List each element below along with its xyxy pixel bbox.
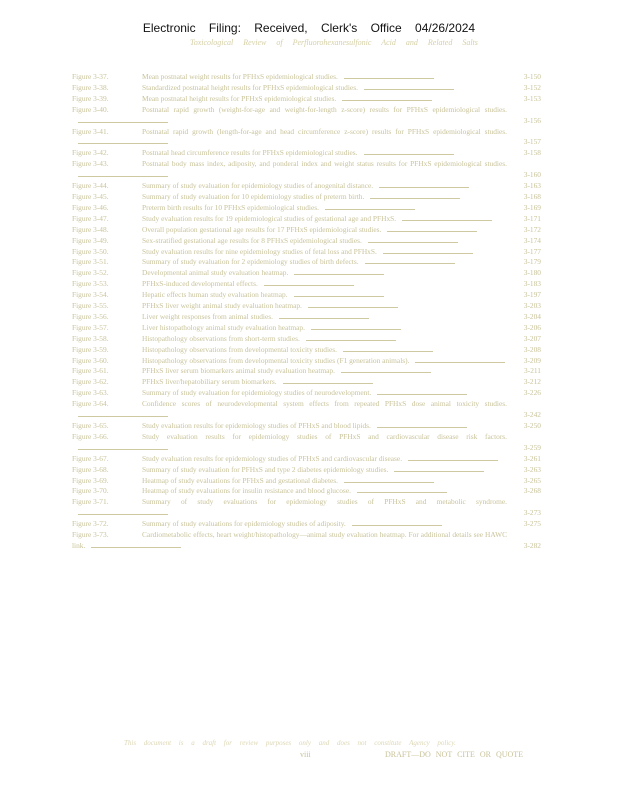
toc-entry[interactable]	[72, 301, 541, 312]
figure-title: Summary of study evaluations for epidemiology studies of adiposity.	[142, 519, 346, 529]
figure-number: Figure 3-69.	[72, 475, 109, 485]
dot-leader	[78, 170, 168, 177]
figure-number: Figure 3-48.	[72, 224, 109, 234]
figure-number: Figure 3-57.	[72, 322, 109, 332]
toc-entry[interactable]	[72, 203, 541, 214]
page-ref: 3-208	[523, 344, 541, 354]
figure-number: Figure 3-71.	[72, 497, 109, 507]
figure-title: Summary of study evaluation for epidemiology studies of neurodevelopment.	[142, 388, 372, 398]
toc-entry[interactable]	[72, 105, 541, 127]
filing-stamp: Electronic Filing: Received, Clerk's Office 04/26/2024	[142, 21, 476, 35]
dot-leader	[283, 377, 373, 384]
dot-leader	[364, 83, 454, 90]
figure-title: Postnatal rapid growth (weight-for-age and weight-for-length z-score) results for PFHxS epidemiological studies.	[142, 104, 507, 114]
figure-title: Cardiometabolic effects, heart weight/histopathology—animal study evaluation heatmap. For additional details see HAWC link.	[72, 530, 507, 550]
figure-number: Figure 3-46.	[72, 202, 109, 212]
figure-number: Figure 3-37.	[72, 72, 109, 81]
toc-entry[interactable]	[72, 72, 541, 83]
toc-entry[interactable]	[72, 181, 541, 192]
page-ref: 3-259	[523, 442, 541, 452]
figure-number: Figure 3-41.	[72, 126, 109, 136]
figure-number: Figure 3-60.	[72, 355, 109, 365]
dot-leader	[78, 443, 168, 450]
page-ref: 3-183	[523, 279, 541, 289]
toc-entry[interactable]	[72, 257, 541, 268]
dot-leader	[387, 225, 477, 232]
figure-number: Figure 3-66.	[72, 431, 109, 441]
figure-number: Figure 3-70.	[72, 486, 109, 496]
figure-title: Developmental animal study evaluation heatmap.	[142, 268, 289, 278]
figure-title: Liver histopathology animal study evaluation heatmap.	[142, 322, 305, 332]
page-ref: 3-171	[523, 213, 541, 223]
figure-number: Figure 3-61.	[72, 366, 109, 376]
figure-number: Figure 3-73.	[72, 530, 109, 540]
dot-leader	[415, 356, 505, 363]
toc-entry[interactable]	[72, 334, 541, 345]
figure-number: Figure 3-38.	[72, 82, 109, 92]
figure-title: Study evaluation results for epidemiology studies of PFHxS and cardiovascular disease risk factors.	[142, 431, 507, 441]
dot-leader	[408, 454, 498, 461]
toc-entry[interactable]	[72, 148, 541, 159]
toc-entry[interactable]	[72, 290, 541, 301]
toc-entry[interactable]	[72, 476, 541, 487]
toc-entry[interactable]	[72, 323, 541, 334]
dot-leader	[365, 257, 455, 264]
dot-leader	[78, 116, 168, 123]
toc-entry[interactable]	[72, 345, 541, 356]
figure-title: Overall population gestational age results for 17 PFHxS epidemiological studies.	[142, 224, 382, 234]
figure-title: Study evaluation results for nine epidemiology studies of fetal loss and PFHxS.	[142, 246, 377, 256]
page-ref: 3-179	[523, 257, 541, 267]
toc-entry[interactable]	[72, 279, 541, 290]
page-ref: 3-207	[523, 333, 541, 343]
page-ref: 3-168	[523, 191, 541, 201]
figure-title: Mean postnatal weight results for PFHxS epidemiological studies.	[142, 72, 338, 81]
toc-entry[interactable]	[72, 519, 541, 530]
page-ref: 3-157	[523, 137, 541, 147]
toc-entry[interactable]	[72, 465, 541, 476]
draft-notice: DRAFT—DO NOT CITE OR QUOTE	[385, 750, 524, 759]
page-ref: 3-204	[523, 311, 541, 321]
figure-title: Histopathology observations from short-term studies.	[142, 333, 300, 343]
figure-number: Figure 3-67.	[72, 453, 109, 463]
toc-entry[interactable]	[72, 225, 541, 236]
figure-number: Figure 3-58.	[72, 333, 109, 343]
dot-leader	[377, 421, 467, 428]
toc-entry[interactable]	[72, 421, 541, 432]
figure-number: Figure 3-52.	[72, 268, 109, 278]
figure-number: Figure 3-56.	[72, 311, 109, 321]
dot-leader	[343, 345, 433, 352]
toc-entry[interactable]	[72, 83, 541, 94]
page-ref: 3-177	[523, 246, 541, 256]
figure-number: Figure 3-64.	[72, 399, 109, 409]
page-ref: 3-250	[523, 421, 541, 430]
toc-entry[interactable]	[72, 236, 541, 247]
dot-leader	[78, 137, 168, 144]
figure-title: Confidence scores of neurodevelopmental system effects from repeated PFHxS dose animal toxicity studies.	[142, 399, 507, 409]
toc-entry[interactable]	[72, 214, 541, 225]
dot-leader	[364, 148, 454, 155]
toc-entry[interactable]	[72, 399, 541, 421]
toc-entry[interactable]	[72, 497, 541, 519]
figure-number: Figure 3-49.	[72, 235, 109, 245]
figure-title: Summary of study evaluation for 2 epidemiology studies of birth defects.	[142, 257, 359, 267]
page-ref: 3-206	[523, 322, 541, 332]
dot-leader	[91, 541, 181, 548]
figure-number: Figure 3-53.	[72, 279, 109, 289]
figure-title: Postnatal body mass index, adiposity, and ponderal index and weight status results for PFHxS epidemiological studies.	[142, 159, 507, 169]
figure-title: Postnatal head circumference results for PFHxS epidemiological studies.	[142, 148, 358, 158]
dot-leader	[344, 72, 434, 79]
figure-title: Summary of study evaluation for PFHxS and type 2 diabetes epidemiology studies.	[142, 464, 389, 474]
toc-entry[interactable]	[72, 377, 541, 388]
page-number: viii	[300, 750, 311, 759]
page-ref: 3-263	[523, 464, 541, 474]
figure-number: Figure 3-39.	[72, 93, 109, 103]
toc-entry[interactable]	[72, 530, 541, 552]
figure-number: Figure 3-59.	[72, 344, 109, 354]
toc-entry[interactable]	[72, 192, 541, 203]
page-ref: 3-180	[523, 268, 541, 278]
figure-number: Figure 3-62.	[72, 377, 109, 387]
figure-number: Figure 3-68.	[72, 464, 109, 474]
figure-title: Summary of study evaluations for epidemiology studies of PFHxS and metabolic syndrome.	[142, 497, 507, 507]
page-ref: 3-268	[523, 486, 541, 496]
figure-number: Figure 3-47.	[72, 213, 109, 223]
dot-leader	[379, 181, 469, 188]
toc-entry[interactable]	[72, 268, 541, 279]
dot-leader	[311, 323, 401, 330]
page-ref: 3-273	[523, 508, 541, 518]
figure-number: Figure 3-44.	[72, 181, 109, 191]
figure-number: Figure 3-65.	[72, 421, 109, 430]
toc-entry[interactable]	[72, 94, 541, 105]
figure-number: Figure 3-72.	[72, 519, 109, 529]
figure-number: Figure 3-54.	[72, 290, 109, 300]
figure-number: Figure 3-42.	[72, 148, 109, 158]
dot-leader	[294, 268, 384, 275]
page-ref: 3-226	[523, 388, 541, 398]
dot-leader	[344, 476, 434, 483]
toc-entry[interactable]	[72, 247, 541, 258]
figure-title: Study evaluation results for epidemiology studies of PFHxS and blood lipids.	[142, 421, 371, 430]
figure-title: Study evaluation results for epidemiology studies of PFHxS and cardiovascular disease.	[142, 453, 403, 463]
page-ref: 3-197	[523, 290, 541, 300]
page-ref: 3-261	[523, 453, 541, 463]
figure-title: Mean postnatal height results for PFHxS epidemiological studies.	[142, 93, 337, 103]
page-ref: 3-172	[523, 224, 541, 234]
toc-entry[interactable]	[72, 366, 541, 377]
dot-leader	[279, 312, 369, 319]
running-header: Toxicological Review of Perfluorohexanesulfonic Acid and Related Salts	[190, 38, 478, 47]
dot-leader	[368, 236, 458, 243]
dot-leader	[78, 508, 168, 515]
list-of-figures	[72, 72, 541, 552]
dot-leader	[78, 410, 168, 417]
figure-title: Preterm birth results for 10 PFHxS epidemiological studies.	[142, 202, 319, 212]
page-ref: 3-211	[524, 366, 541, 376]
page-ref: 3-163	[523, 181, 541, 191]
dot-leader	[306, 334, 396, 341]
toc-entry[interactable]	[72, 312, 541, 323]
dot-leader	[370, 192, 460, 199]
page-ref: 3-242	[523, 410, 541, 420]
figure-title: Summary of study evaluation for 10 epidemiology studies of preterm birth.	[142, 191, 365, 201]
toc-entry[interactable]	[72, 432, 541, 454]
page-ref: 3-209	[523, 355, 541, 365]
dot-leader	[325, 203, 415, 210]
figure-number: Figure 3-51.	[72, 257, 109, 267]
footer-notice: This document is a draft for review purposes only and does not constitute Agency policy.	[124, 739, 456, 747]
dot-leader	[377, 388, 467, 395]
figure-title: Standardized postnatal height results for PFHxS epidemiological studies.	[142, 82, 358, 92]
dot-leader	[342, 94, 432, 101]
figure-number: Figure 3-45.	[72, 191, 109, 201]
toc-entry[interactable]	[72, 127, 541, 149]
figure-number: Figure 3-63.	[72, 388, 109, 398]
figure-title: Postnatal rapid growth (length-for-age and head circumference z-score) results for PFHxS epidemiological studies.	[142, 126, 507, 136]
figure-title: PFHxS liver weight animal study evaluation heatmap.	[142, 301, 302, 311]
figure-number: Figure 3-40.	[72, 104, 109, 114]
dot-leader	[308, 301, 398, 308]
figure-title: Heatmap of study evaluations for PFHxS and gestational diabetes.	[142, 475, 339, 485]
page-ref: 3-212	[523, 377, 541, 387]
page-ref: 3-203	[523, 301, 541, 311]
dot-leader	[352, 519, 442, 526]
figure-title: Histopathology observations from developmental toxicity studies (F1 generation animals).	[142, 355, 410, 365]
page-ref: 3-153	[523, 93, 541, 103]
toc-entry[interactable]	[72, 486, 541, 497]
page-ref: 3-282	[523, 540, 541, 550]
toc-entry[interactable]	[72, 388, 541, 399]
figure-title: PFHxS liver serum biomarkers animal study evaluation heatmap.	[142, 366, 335, 376]
figure-title: PFHxS-induced developmental effects.	[142, 279, 258, 289]
page-ref: 3-265	[523, 475, 541, 485]
figure-number: Figure 3-43.	[72, 159, 109, 169]
figure-title: Hepatic effects human study evaluation heatmap.	[142, 290, 288, 300]
figure-title: PFHxS liver/hepatobiliary serum biomarkers.	[142, 377, 277, 387]
toc-entry[interactable]	[72, 159, 541, 181]
toc-entry[interactable]	[72, 454, 541, 465]
dot-leader	[264, 279, 354, 286]
page-ref: 3-275	[523, 519, 541, 529]
figure-title: Liver weight responses from animal studies.	[142, 311, 273, 321]
dot-leader	[357, 486, 447, 493]
page-ref: 3-160	[523, 170, 541, 180]
dot-leader	[341, 366, 431, 373]
figure-title: Sex-stratified gestational age results for 8 PFHxS epidemiological studies.	[142, 235, 362, 245]
page-ref: 3-169	[523, 202, 541, 212]
page-ref: 3-174	[523, 235, 541, 245]
page-ref: 3-158	[523, 148, 541, 158]
figure-title: Heatmap of study evaluations for insulin resistance and blood glucose.	[142, 486, 351, 496]
dot-leader	[294, 290, 384, 297]
page-ref: 3-150	[523, 72, 541, 81]
figure-title: Study evaluation results for 19 epidemiological studies of gestational age and PFHxS.	[142, 213, 397, 223]
dot-leader	[383, 247, 473, 254]
figure-number: Figure 3-55.	[72, 301, 109, 311]
figure-title: Histopathology observations from developmental toxicity studies.	[142, 344, 338, 354]
page-ref: 3-152	[523, 82, 541, 92]
toc-entry[interactable]	[72, 356, 541, 367]
dot-leader	[394, 465, 484, 472]
page-ref: 3-156	[523, 115, 541, 125]
dot-leader	[402, 214, 492, 221]
figure-title: Summary of study evaluation for epidemiology studies of anogenital distance.	[142, 181, 374, 191]
figure-number: Figure 3-50.	[72, 246, 109, 256]
